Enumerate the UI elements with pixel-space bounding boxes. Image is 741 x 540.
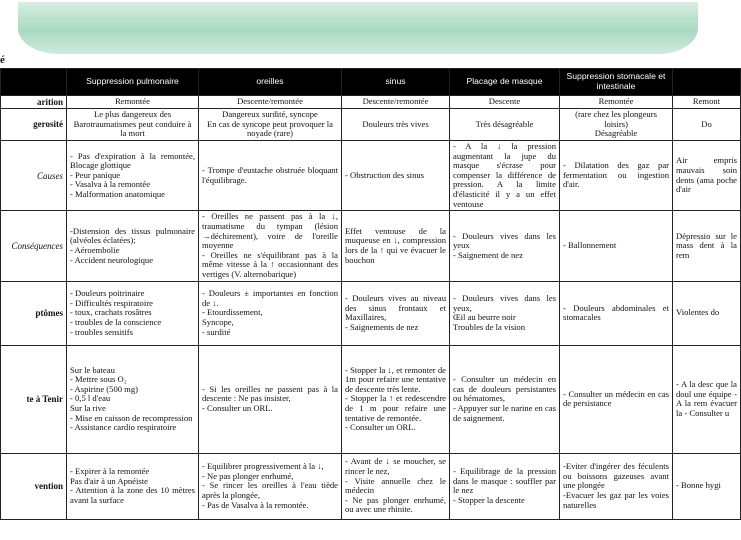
cell-line: Très désagréable (475, 118, 534, 129)
cell-line: Effet ventouse de la muqueuse en ↓, compression lors de la ↑ qui ve évacuer le bouchon (345, 225, 446, 265)
table-cell (67, 96, 199, 109)
cell-line: Remontée (598, 96, 634, 107)
cell-line: - Bonne hygi (676, 480, 721, 491)
cell-line: - Stopper la descente (453, 494, 525, 505)
cell-line: - Peur panique (70, 169, 121, 180)
table-cell (67, 109, 199, 141)
corner-mark: é (0, 54, 5, 66)
table-cell (450, 109, 560, 141)
column-header: Suppression pulmonaire (67, 69, 199, 96)
cell-line: - toux, crachats rosâtres (70, 307, 152, 318)
cell-line: - Avant de ↓ se moucher, se rincer le nez, (345, 456, 446, 476)
cell-line: - Consulter un médecin en cas de persistance (563, 388, 669, 409)
cell-line: - Saignement de nez (453, 249, 523, 260)
table-row (1, 345, 741, 453)
column-header: sinus (342, 69, 450, 96)
table-cell (450, 453, 560, 519)
cell-line: Remont (692, 96, 721, 107)
cell-line: Descente/remontée (362, 96, 429, 107)
cell-line: En cas de syncope peut provoquer la noyade (rare) (207, 118, 333, 139)
cell-line: - Douleurs vives dans les yeux (453, 230, 556, 251)
cell-line: Violentes do (676, 307, 720, 318)
table-cell (673, 281, 741, 345)
table-cell (450, 140, 560, 210)
table-cell (199, 211, 342, 281)
cell-line: Descente (488, 96, 521, 107)
cell-line: - Ballonnement (563, 240, 617, 251)
cell-line: Pas d'air à un Apnéiste (70, 475, 148, 486)
table-row (1, 281, 741, 345)
table-cell (673, 109, 741, 141)
cell-line: - Douleurs abdominales et stomacales (563, 302, 669, 323)
table-cell (342, 281, 450, 345)
cell-line: Sur le bateau (70, 364, 115, 375)
cell-line: - Douleurs ± importantes en fonction de ↓. (202, 288, 338, 308)
table-cell (673, 345, 741, 453)
table-cell (450, 211, 560, 281)
cell-line: - Stopper la ↓, et remonter de 1m pour refaire une tentative de descente très lente. (345, 364, 446, 394)
cell-line: - Consulter un médecin en cas de douleurs persistantes ou hématomes, (453, 374, 556, 404)
cell-line: Dépressio sur le mass dent à la rem (676, 230, 737, 260)
column-header (1, 69, 67, 96)
cell-line: - Visite annuelle chez le médecin (345, 475, 446, 496)
row-label: gerosité (1, 109, 67, 141)
table-cell (560, 211, 673, 281)
cell-line: -Evacuer les gaz par les voies naturelles (563, 490, 669, 510)
cell-line: - Saignements de nez (345, 321, 419, 332)
table-row (1, 140, 741, 210)
cell-line: - Attention à la zone des 10 mètres avant la surface (70, 485, 195, 505)
cell-line: - Oreilles ne passent pas à la ↓, traumatisme du tympan (lésion →déchirement), voire de l'oreille moyenne (202, 211, 338, 251)
table-cell (67, 281, 199, 345)
table-cell (199, 109, 342, 141)
table-cell (450, 345, 560, 453)
table-cell (560, 345, 673, 453)
table-cell (560, 281, 673, 345)
table-cell (67, 345, 199, 453)
cell-line: - troubles de la conscience (70, 317, 162, 328)
cell-line: - Douleurs vives au niveau des sinus frontaux et Maxillaires, (345, 292, 446, 323)
table-cell (673, 453, 741, 519)
cell-line: Remontée (115, 96, 150, 107)
table-row (1, 453, 741, 519)
cell-line: - Appuyer sur le narine en cas de saignement. (453, 403, 556, 423)
row-label: te à Tenir (1, 345, 67, 453)
cell-line: - Etourdissement, (202, 307, 263, 318)
cell-line: - Assistance cardio respiratoire (70, 422, 177, 433)
cell-line: - Ne pas plonger enrhumé, ou avec une rhinite. (345, 494, 446, 515)
table-cell (342, 140, 450, 210)
table-cell (560, 96, 673, 109)
cell-line: - Dilatation des gaz par fermentation ou ingestion d'air. (563, 160, 669, 190)
table-cell (342, 109, 450, 141)
header-row (1, 69, 741, 96)
cell-line: - Equilibrage de la pression dans le masque : souffler par le nez (453, 465, 556, 496)
header-banner (18, 2, 698, 54)
cell-line: - Obstruction des sinus (345, 169, 425, 180)
cell-line: - Mise en caisson de recompression (70, 412, 193, 423)
table-cell (673, 96, 741, 109)
cell-line: - troubles sensitifs (70, 326, 134, 337)
table-cell (199, 281, 342, 345)
cell-line: - A la ↓ la pression augmentant la jupe du masque s'écrase pour compenser la différence de pression. A la limite d'élasticité il y a un effet ventouse (453, 140, 556, 209)
cell-line: - A la desc que la doul une équipe - A la rem évacuer la - Consulter u (676, 378, 737, 418)
cell-line: Dangereux surdité, syncope (222, 109, 318, 120)
cell-line: - Difficultés respiratoire (70, 297, 153, 308)
cell-line: - Oreilles ne s'équilibrant pas à la même vitesse à la ↑ occasionnant des vertiges (V. alternobarique) (202, 249, 338, 280)
table-cell (450, 281, 560, 345)
cell-line: - Se rincer les oreilles à l'eau tiède après la plongée, (202, 480, 338, 501)
cell-line: Œil au beurre noir (453, 312, 516, 323)
cell-line: - Expirer à la remontée (70, 465, 150, 476)
cell-line: - Trompe d'eustache obstruée bloquant l'équilibrage. (202, 165, 338, 185)
row-label: ptômes (1, 281, 67, 345)
cell-line: - Aéroembolie (70, 245, 120, 256)
cell-line: Désagréable (594, 128, 638, 139)
cell-line: - Pas d'expiration à la remontée, Blocage glottique (70, 150, 195, 171)
cell-line: - surdité (202, 326, 231, 337)
table-cell (199, 96, 342, 109)
column-header: oreilles (199, 69, 342, 96)
row-label: Causes (1, 140, 67, 210)
cell-line: - Douleurs vives dans les yeux, (453, 292, 556, 313)
cell-line: - Stopper la ↑ et redescendre de 1 m pour refaire une tentative de remontée. (345, 393, 446, 423)
cell-line: - Malformation anatomique (70, 189, 165, 200)
cell-line: Troubles de la vision (453, 321, 526, 332)
cell-line: - Consulter un ORL. (202, 403, 273, 414)
cell-line: (rare chez les plongeurs loisirs) (575, 109, 657, 129)
cell-line: - 0,5 l d'eau (70, 393, 111, 404)
table-row (1, 109, 741, 141)
cell-line: - Aspirine (500 mg) (70, 383, 139, 394)
cell-line: - Douleurs poitrinaire (70, 288, 145, 299)
cell-line: - Pas de Vasalva à la remontée. (202, 499, 309, 510)
cell-line: Air empris mauvais soin dents (ama poche d'air (676, 155, 737, 195)
cell-line: Douleurs très vives (362, 118, 429, 129)
row-label: Conséquences (1, 211, 67, 281)
barotrauma-table (0, 68, 741, 520)
row-label: arition (1, 96, 67, 109)
table-cell (199, 140, 342, 210)
cell-line: - Equilibrer progressivement à la ↓, (202, 461, 324, 472)
cell-line: - Ne pas plonger enrhumé, (202, 470, 294, 481)
table-row (1, 211, 741, 281)
table-cell (342, 96, 450, 109)
cell-line: - Consulter un ORL. (345, 422, 416, 433)
cell-line: - Si les oreilles ne passent pas à la descente : Ne pas insister, (202, 383, 338, 404)
table-cell (67, 211, 199, 281)
row-label: vention (1, 453, 67, 519)
table-cell (342, 453, 450, 519)
cell-line: Descente/remontée (237, 96, 303, 107)
table-cell (560, 140, 673, 210)
table-cell (67, 140, 199, 210)
cell-line: Sur la rive (70, 403, 106, 414)
cell-line: -Distension des tissus pulmonaire (alvéoles éclatées); (70, 225, 195, 246)
table-cell (342, 345, 450, 453)
column-header: Placage de masque (450, 69, 560, 96)
table-cell (673, 140, 741, 210)
table-cell (560, 109, 673, 141)
cell-line: Le plus dangereux des Barotraumatismes peut conduire à la mort (73, 109, 192, 139)
table-cell (673, 211, 741, 281)
table-cell (342, 211, 450, 281)
table-cell (199, 345, 342, 453)
cell-line: - Vasalva à la remontée (70, 179, 151, 190)
cell-line: - Accident neurologique (70, 254, 154, 265)
table-cell (560, 453, 673, 519)
column-header: Suppression stomacale et intestinale (560, 69, 673, 96)
table-cell (67, 453, 199, 519)
cell-line: - Mettre sous O₂ (70, 374, 127, 385)
cell-line: Do (701, 118, 712, 129)
table-cell (199, 453, 342, 519)
table-cell (450, 96, 560, 109)
column-header (673, 69, 741, 96)
cell-line: Syncope, (202, 317, 234, 328)
cell-line: -Eviter d'ingérer des féculents ou boissons gazeuses avant une plongée (563, 461, 669, 491)
table-row (1, 96, 741, 109)
